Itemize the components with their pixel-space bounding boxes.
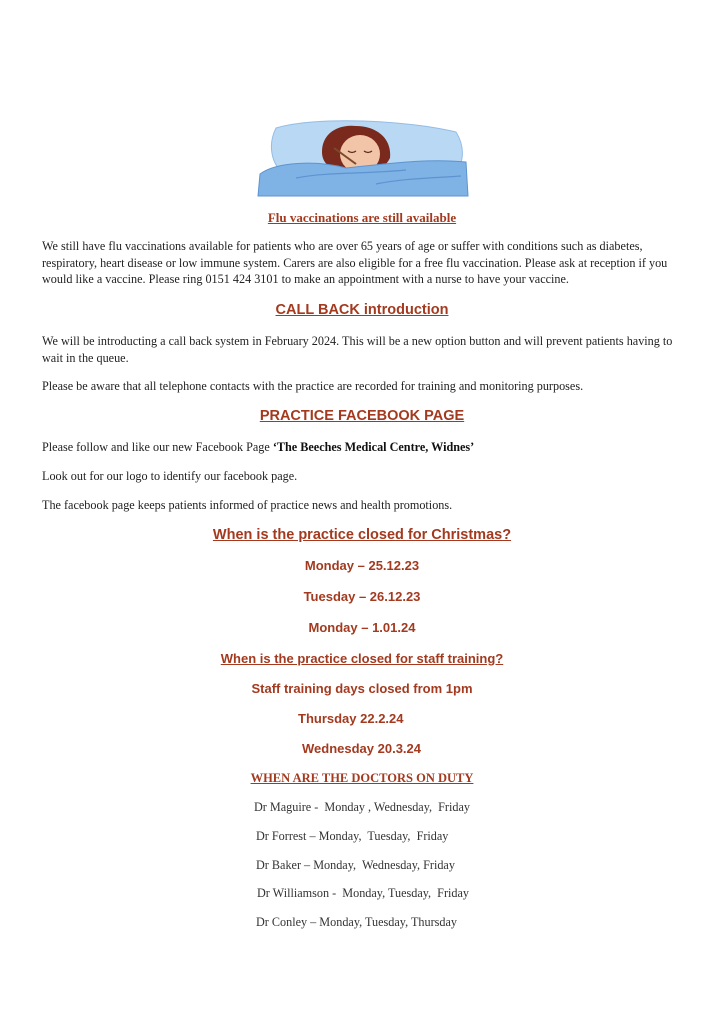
doctor-schedule: Dr Williamson - Monday, Tuesday, Friday [257,886,469,900]
flu-text: We still have flu vaccinations available for patients who are over 65 years of age or suffer with conditions such as diabetes, respiratory, heart disease or low immune system. Carers are also eligible for a free flu vaccination. Please ask at reception if you would like a vaccine. Please ring 0151 424 3101 to make an appointment with a nurse to have your vaccine. [42,239,668,286]
callback-heading: CALL BACK introduction [275,302,449,318]
doctor-schedule: Dr Maguire - Monday , Wednesday, Friday [254,800,470,814]
christmas-date: Monday – 1.01.24 [308,620,416,635]
callback-text-2: Please be aware that all telephone contacts with the practice are recorded for training and monitoring purposes. [42,379,584,393]
training-date: Thursday 22.2.24 [298,711,404,726]
blanket-shape [258,161,468,196]
facebook-follow-text [42,439,686,456]
facebook-heading: PRACTICE FACEBOOK PAGE [259,408,465,424]
sick-woman-in-bed-illustration [256,118,470,198]
facebook-news-text: The facebook page keeps patients informed of practice news and health promotions. [42,498,453,512]
doctor-schedule: Dr Conley – Monday, Tuesday, Thursday [256,915,457,929]
doctor-schedule: Dr Baker – Monday, Wednesday, Friday [256,858,455,872]
facebook-page-name: ‘The Beeches Medical Centre, Widnes’ [272,440,475,454]
doctor-schedule: Dr Forrest – Monday, Tuesday, Friday [256,829,449,843]
training-subheading: Staff training days closed from 1pm [251,681,473,696]
facebook-logo-text: Look out for our logo to identify our facebook page. [42,469,298,483]
facebook-follow-label: Please follow and like our new Facebook Page [42,440,273,454]
christmas-date: Tuesday – 26.12.23 [303,589,421,604]
training-date: Wednesday 20.3.24 [302,741,421,756]
doctors-heading: WHEN ARE THE DOCTORS ON DUTY [250,771,474,785]
flu-heading: Flu vaccinations are still available [267,210,457,225]
training-heading: When is the practice closed for staff training? [220,651,504,666]
christmas-date: Monday – 25.12.23 [304,558,420,573]
christmas-heading: When is the practice closed for Christmas? [212,527,512,543]
callback-text-1: We will be introducting a call back system in February 2024. This will be a new option button and will prevent patients having to wait in the queue. [42,334,673,365]
